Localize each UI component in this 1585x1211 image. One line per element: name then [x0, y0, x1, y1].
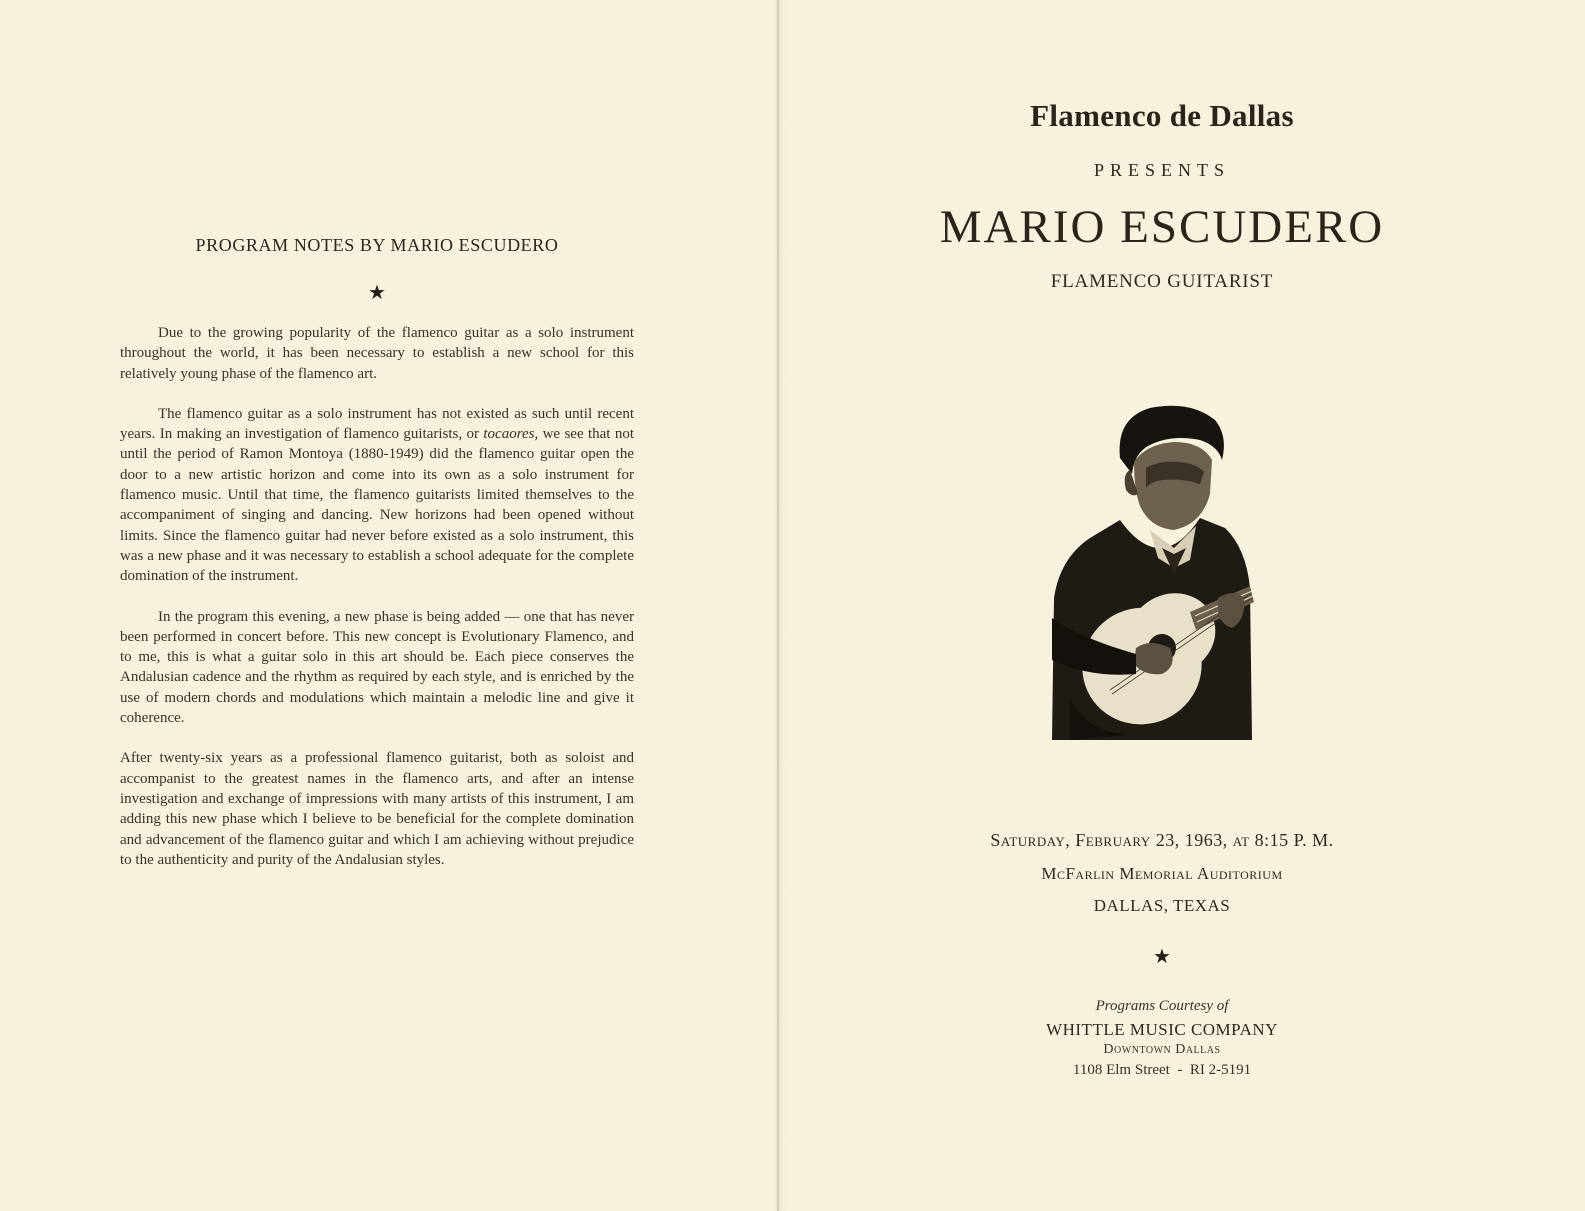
right-page	[779, 0, 1585, 1211]
star-icon: ★	[1153, 946, 1171, 968]
notes-paragraph-3: In the program this evening, a new phase is being added — one that has never been performed in concert before. This new concept is Evolutionary Flamenco, and to me, this is what a guitar solo in this art should be. Each piece conserves the Andalusian cadence and the rhythm as required by each style, and is enriched by the use of modern chords and modulations which maintain a melodic line and give it coherence.	[120, 608, 634, 727]
courtesy-line: Programs Courtesy of	[1095, 998, 1229, 1014]
artist-name: MARIO ESCUDERO	[939, 201, 1385, 253]
organization-name: Flamenco de Dallas	[1030, 98, 1294, 133]
presents-label: PRESENTS	[1093, 160, 1231, 180]
left-page	[0, 0, 777, 1211]
notes-paragraph-4: After twenty-six years as a professional flamenco guitarist, both as soloist and accompanist to the greatest names in the flamenco arts, and after an intense investigation and exchange of impressions with many artists of this instrument, I am adding this new phase which I believe to be beneficial for the complete domination and advancement of the flamenco guitar and which I am achieving without prejudice to the authenticity and purity of the Andalusian styles.	[120, 750, 634, 868]
artist-role: FLAMENCO GUITARIST	[1050, 271, 1274, 292]
star-icon: ★	[368, 282, 386, 304]
guitarist-photo	[1050, 398, 1254, 740]
event-date: Saturday, February 23, 1963, at 8:15 P. M.	[990, 830, 1334, 850]
emphasis-tocaores: tocaores,	[483, 426, 539, 443]
notes-paragraph-1: Due to the growing popularity of the flamenco guitar as a solo instrument throughout the world, it has been necessary to establish a new school for this relatively young phase of the flamenco art.	[120, 325, 634, 382]
sponsor-area: Downtown Dallas	[1103, 1042, 1221, 1057]
program-notes-body	[120, 323, 634, 890]
notes-paragraph-2: The flamenco guitar as a solo instrument has not existed as such until recent years. In making an investigation of flamenco guitarists, or tocaores, we see that not until the period of Ramon Montoya (1880-1949) did the flamenco guitar open the door to a new artistic horizon and come into its own as a solo instrument for flamenco music. Until that time, the flamenco guitarists limited themselves to the accompaniment of singing and dancing. New horizons had been opened without limits. Since the flamenco guitar had never before existed as a solo instrument, this was a new phase and it was necessary to establish a school adequate for the complete domination of the instrument.	[120, 405, 634, 585]
sponsor-company: WHITTLE MUSIC COMPANY	[1046, 1020, 1278, 1039]
program-notes-title: PROGRAM NOTES BY MARIO ESCUDERO	[195, 235, 559, 255]
event-city: DALLAS, TEXAS	[1093, 896, 1231, 915]
event-venue: McFarlin Memorial Auditorium	[1041, 864, 1283, 883]
sponsor-address: 1108 Elm Street - RI 2-5191	[1072, 1062, 1252, 1078]
